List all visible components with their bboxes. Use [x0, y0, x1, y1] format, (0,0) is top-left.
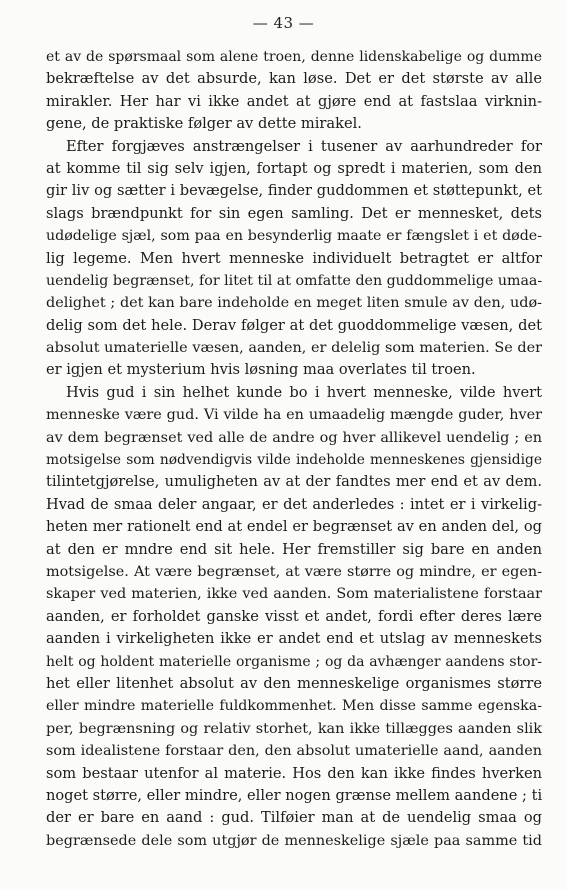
text-line: av dem begrænset ved alle de andre og hver allikevel uendelig ; en	[46, 429, 542, 446]
text-line: mirakler. Her har vi ikke andet at gjøre end at fastslaa virknin-	[46, 92, 542, 110]
text-line: udødelige sjæl, som paa en besynderlig maate er fængslet i et døde-	[46, 228, 542, 245]
text-line: er igjen et mysterium hvis løsning maa overlates til troen.	[46, 361, 476, 379]
text-line: motsigelse som nødvendigvis vilde indeholde menneskenes gjensidige	[46, 452, 542, 469]
text-line: Efter forgjæves anstrængelser i tusener av aarhundreder for	[66, 137, 542, 155]
text-line: menneske være gud. Vi vilde ha en umaadelig mængde guder, hver	[46, 407, 542, 424]
text-line: Hvis gud i sin helhet kunde bo i hvert menneske, vilde hvert	[66, 383, 542, 401]
text-line: per, begrænsning og relativ storhet, kan ikke tillægges aanden slik	[46, 720, 542, 737]
text-line: delig som det hele. Derav følger at det guoddommelige væsen, det	[46, 316, 542, 334]
text-line: helt og holdent materielle organisme ; og da avhænger aandens stor-	[46, 653, 542, 670]
text-line: et av de spørsmaal som alene troen, denne lidenskabelige og dumme	[46, 49, 542, 65]
text-line: at komme til sig selv igjen, fortapt og spredt i materien, som den	[46, 159, 542, 177]
text-line: som idealistene forstaar den, den absolut umaterielle aand, aanden	[46, 743, 542, 760]
text-line: som bestaar utenfor al materie. Hos den kan ikke findes hverken	[46, 764, 542, 782]
text-line: gir liv og sætter i bevægelse, finder guddommen et støttepunkt, et	[46, 182, 542, 200]
text-line: gene, de praktiske følger av dette mirakel.	[46, 115, 362, 133]
text-line: delighet ; det kan bare indeholde en meget liten smule av den, udø-	[46, 295, 542, 312]
text-line: slags brændpunkt for sin egen samling. Det er mennesket, dets	[46, 204, 542, 222]
text-line: absolut umaterielle væsen, aanden, er delelig som materien. Se der	[46, 340, 542, 357]
text-line: tilintetgjørelse, umuligheten av at der fandtes mer end et av dem.	[46, 473, 542, 491]
text-line: aanden, er forholdet ganske visst et andet, fordi efter deres lære	[46, 607, 542, 625]
text-line: lig legeme. Men hvert menneske individuelt betragtet er altfor	[46, 249, 542, 267]
text-line: uendelig begrænset, for litet til at omfatte den guddommelige umaa-	[46, 272, 543, 289]
text-line: noget større, eller mindre, eller nogen grænse mellem aandene ; ti	[46, 786, 543, 804]
page-number: — 43 —	[252, 14, 315, 32]
text-line: heten mer rationelt end at endel er begrænset av en anden del, og	[46, 518, 542, 536]
text-line: at den er mndre end sit hele. Her fremstiller sig bare en anden	[46, 540, 542, 558]
text-line: begrænsede dele som utgjør de menneskelige sjæle paa samme tid	[46, 832, 542, 849]
text-line: skaper ved materien, ikke ved aanden. Som materialistene forstaar	[46, 586, 542, 603]
text-line: aanden i virkeligheten ikke er andet end et utslag av menneskets	[46, 630, 542, 648]
text-line: het eller litenhet absolut av den menneskelige organismes større	[46, 674, 542, 692]
text-line: der er bare en aand : gud. Tilføier man at de uendelig smaa og	[46, 809, 542, 827]
text-line: motsigelse. At være begrænset, at være større og mindre, er egen-	[46, 563, 542, 580]
text-line: Hvad de smaa deler angaar, er det anderledes : intet er i virkelig-	[46, 495, 542, 513]
body-text	[46, 46, 542, 852]
text-line: bekræftelse av det absurde, kan løse. Det er det største av alle	[46, 70, 542, 88]
text-line: eller mindre materielle fuldkommenhet. Men disse samme egenska-	[46, 698, 542, 715]
